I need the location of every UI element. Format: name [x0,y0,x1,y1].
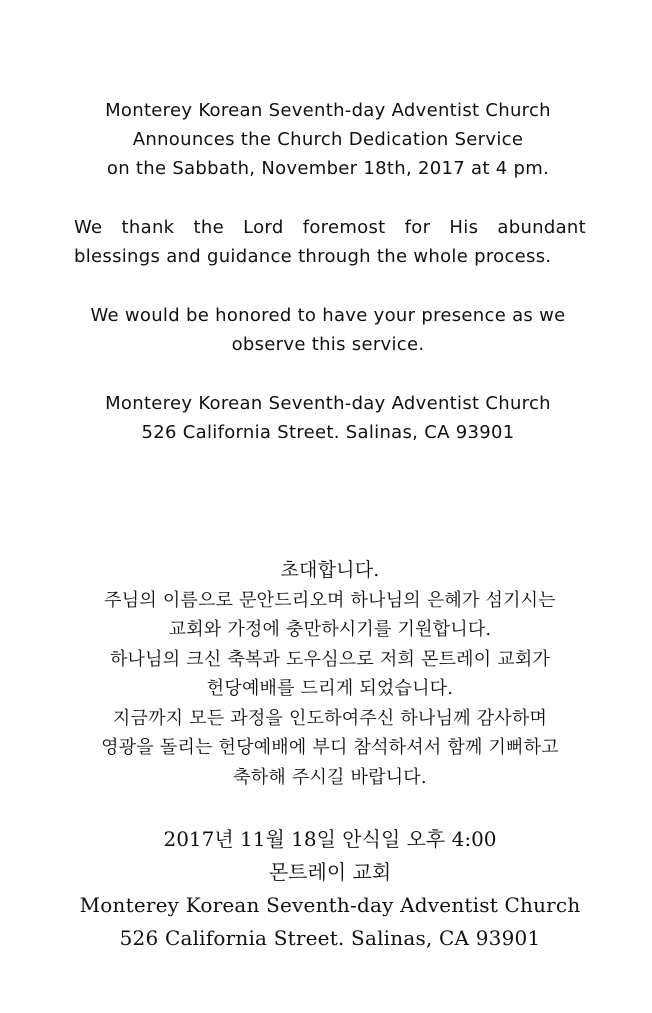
korean-line-4: 헌당예배를 드리게 되었습니다. [206,678,454,699]
korean-invitation-block [40,556,620,792]
footer-church-korean: 몬트레이 교회 [268,860,392,884]
footer-street: 526 California Street. Salinas, CA 93901 [119,926,541,950]
thanks-paragraph [74,213,586,271]
korean-line-5: 지금까지 모든 과정을 인도하여주신 하나님께 감사하며 [112,707,548,729]
thanks-text: We thank the Lord foremost for His abundant blessings and guidance through the whole process. [74,217,586,267]
korean-line-2: 교회와 가정에 충만하시기를 기원합니다. [168,619,492,640]
korean-line-7: 축하해 주시길 바랍니다. [233,766,427,788]
invitation-line-1: We would be honored to have your presence as we [90,305,566,326]
footer-block [40,823,620,955]
korean-line-1: 주님의 이름으로 문안드리오며 하나님의 은혜가 섬기시는 [104,589,556,611]
address-street: 526 California Street. Salinas, CA 93901 [141,422,515,443]
korean-line-6: 영광을 돌리는 헌당예배에 부디 참석하셔서 함께 기뻐하고 [101,737,559,758]
footer-church-english: Monterey Korean Seventh-day Adventist Church [79,893,581,917]
announcement-block [72,96,584,183]
announcement-line-service: Announces the Church Dedication Service [132,129,524,150]
korean-greeting: 초대합니다. [280,559,380,581]
announcement-line-church: Monterey Korean Seventh-day Adventist Church [105,100,551,121]
korean-line-3: 하나님의 크신 축복과 도우심으로 저희 몬트레이 교회가 [109,648,551,670]
footer-date-time: 2017년 11월 18일 안식일 오후 4:00 [163,827,497,851]
address-block-english [72,389,584,447]
invitation-paragraph [72,301,584,359]
announcement-line-date: on the Sabbath, November 18th, 2017 at 4 pm. [106,158,550,179]
invitation-line-2: observe this service. [231,334,425,355]
address-church-name: Monterey Korean Seventh-day Adventist Church [105,393,551,414]
